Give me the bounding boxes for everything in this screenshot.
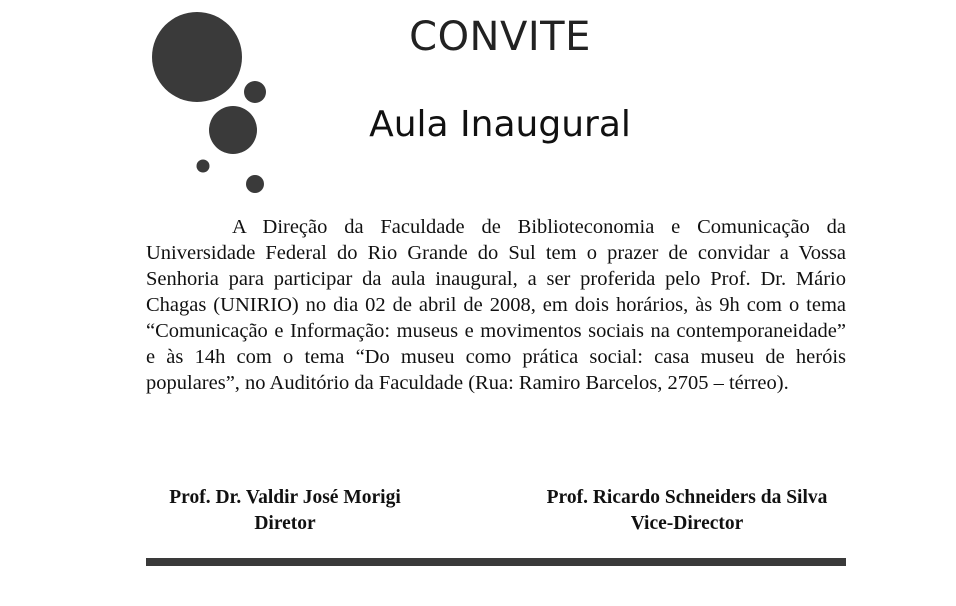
decorative-circles [0,0,300,210]
small-circle-bottom [246,175,264,193]
signature-vice-director [526,485,848,537]
small-circle-left [197,160,210,173]
signature-name: Prof. Dr. Valdir José Morigi [169,487,401,508]
small-circle-right [244,81,266,103]
invitation-text [146,214,846,396]
page-subtitle: Aula Inaugural [369,104,631,145]
signature-role: Vice-Director [630,513,744,534]
medium-circle [209,106,257,154]
invitation-paragraph: A Direção da Faculdade de Biblioteconomia e Comunicação da Universidade Federal do Rio Grande do Sul tem o prazer de convidar a Vossa Senhoria para participar da aula inaugural, a ser proferida pelo Prof. Dr. Mário Chagas (UNIRIO) no dia 02 de abril de 2008, em dois horários, às 9h com o tema “Comunicação e Informação: museus e movimentos sociais na contemporaneidade” e às 14h com o tema “Do museu como prática social: casa museu de heróis populares”, no Auditório da Faculdade (Rua: Ramiro Barcelos, 2705 – térreo). [146,216,846,394]
signature-director [150,485,420,537]
signature-role: Diretor [254,513,316,534]
signature-name: Prof. Ricardo Schneiders da Silva [546,487,828,508]
page-title: CONVITE [409,14,591,60]
footer-divider [146,558,846,566]
large-circle [152,12,242,102]
